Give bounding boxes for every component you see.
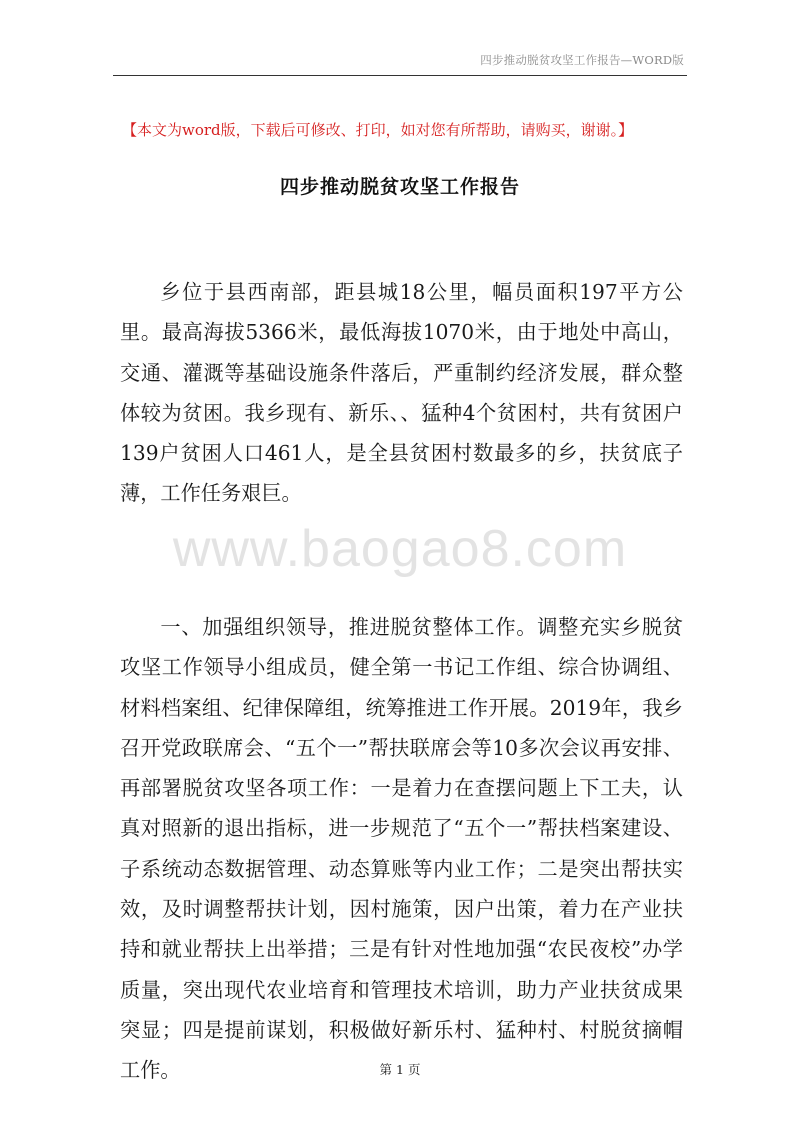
download-notice: 【本文为word版，下载后可修改、打印，如对您有所帮助，请购买，谢谢。】 — [122, 121, 634, 139]
body-paragraph-section-one: 一、加强组织领导，推进脱贫整体工作。调整充实乡脱贫攻坚工作领导小组成员，健全第一书记工作组、综合协调组、材料档案组、纪律保障组，统筹推进工作开展。2019年，我乡召开党政联席会、“五个一”帮扶联席会等10多次会议再安排、再部署脱贫攻坚各项工作：一是着力在查摆问题上下工夫，认真对照新的退出指标，进一步规范了“五个一”帮扶档案建设、子系统动态数据管理、动态算账等内业工作；二是突出帮扶实效，及时调整帮扶计划，因村施策，因户出策，着力在产业扶持和就业帮扶上出举措；三是有针对性地加强“农民夜校”办学质量，突出现代农业培育和管理技术培训，助力产业扶贫成果突显；四是提前谋划，积极做好新乐村、猛种村、村脱贫摘帽工作。 — [120, 615, 683, 1083]
document-title: 四步推动脱贫攻坚工作报告 — [279, 176, 520, 198]
body-paragraph-intro: 乡位于县西南部，距县城18公里，幅员面积197平方公里。最高海拔5366米，最低海拔1070米，由于地处中高山，交通、灌溉等基础设施条件落后，严重制约经济发展，群众整体较为贫困。我乡现有、新乐、、猛种4个贫困村，共有贫困户139户贫困人口461人，是全县贫困村数最多的乡，扶贫底子薄，工作任务艰巨。 — [120, 280, 683, 506]
page-number: 第 1 页 — [379, 1062, 421, 1077]
running-header: 四步推动脱贫攻坚工作报告—WORD版 — [480, 53, 684, 67]
header-divider — [113, 75, 687, 76]
site-watermark: www.baogao8.com — [172, 520, 628, 578]
